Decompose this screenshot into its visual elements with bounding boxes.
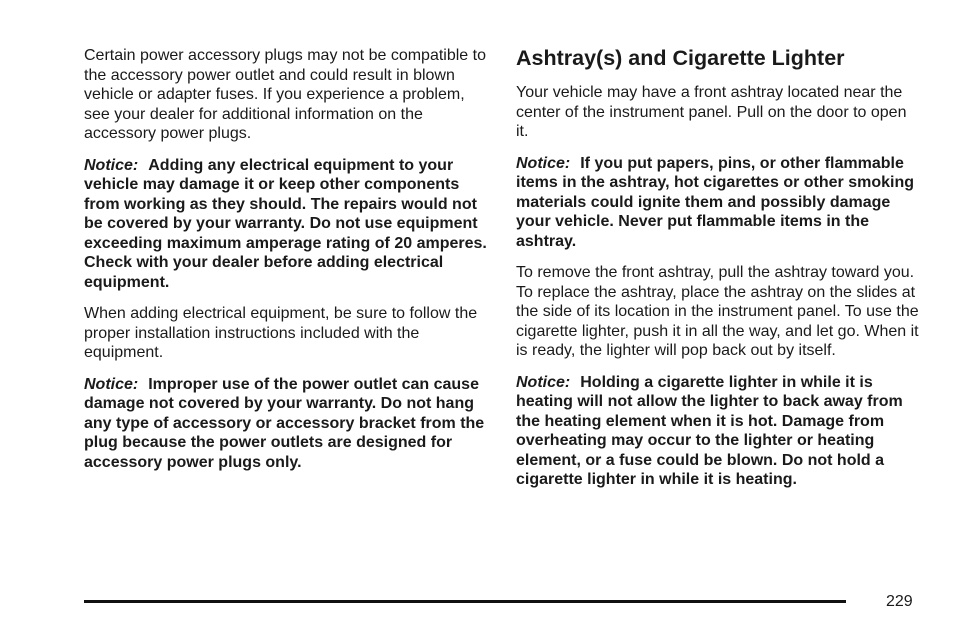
notice-label: Notice: [84,375,139,393]
notice-text: Improper use of the power outlet can cause damage not covered by your warranty. Do not hang any type of accessory or accessory bracket from the plug because the power outlets are designed for accessory power plugs only. [84,375,485,471]
notice-text: If you put papers, pins, or other flammable items in the ashtray, hot cigarettes or other smoking materials could ignite them and possibly damage your vehicle. Never put flammable items in the ashtray. [516,154,915,250]
notice-text: Adding any electrical equipment to your vehicle may damage it or keep other components from working as they should. The repairs would not be covered by your warranty. Do not use equipment exceeding maximum amperage rating of 20 amperes. Check with your dealer before adding electrical equipment. [84,156,487,291]
page-number: 229 [886,593,913,610]
notice-text: Holding a cigarette lighter in while it is heating will not allow the lighter to back away from the heating element when it is hot. Damage from overheating may occur to the lighter or heating element, or a fuse could be blown. Do not hold a cigarette lighter in while it is heating. [516,373,903,488]
section-heading: Ashtray(s) and Cigarette Lighter [516,46,845,70]
notice-electrical-equipment [84,156,489,293]
notice-flammable-items [516,154,920,252]
notice-lighter-heating [516,373,920,490]
notice-power-outlet [84,375,489,473]
ashtray-lighter-usage-paragraph: To remove the front ashtray, pull the ashtray toward you. To replace the ashtray, place the ashtray on the slides at the side of its location in the instrument panel. To use the cigarette lighter, push it in all the way, and let go. When it is ready, the lighter will pop back out by itself. [516,264,919,359]
notice-label: Notice: [516,154,571,172]
notice-label: Notice: [516,373,571,391]
notice-label: Notice: [84,156,139,174]
footer-rule [84,600,846,603]
right-column [516,45,920,502]
left-column [84,46,489,484]
ashtray-location-paragraph: Your vehicle may have a front ashtray located near the center of the instrument panel. Pull on the door to open it. [516,84,907,140]
accessory-plugs-paragraph: Certain power accessory plugs may not be compatible to the accessory power outlet and could result in blown vehicle or adapter fuses. If you experience a problem, see your dealer for additional information on the accessory power plugs. [84,47,486,142]
installation-instructions-paragraph: When adding electrical equipment, be sure to follow the proper installation instructions included with the equipment. [84,305,478,361]
